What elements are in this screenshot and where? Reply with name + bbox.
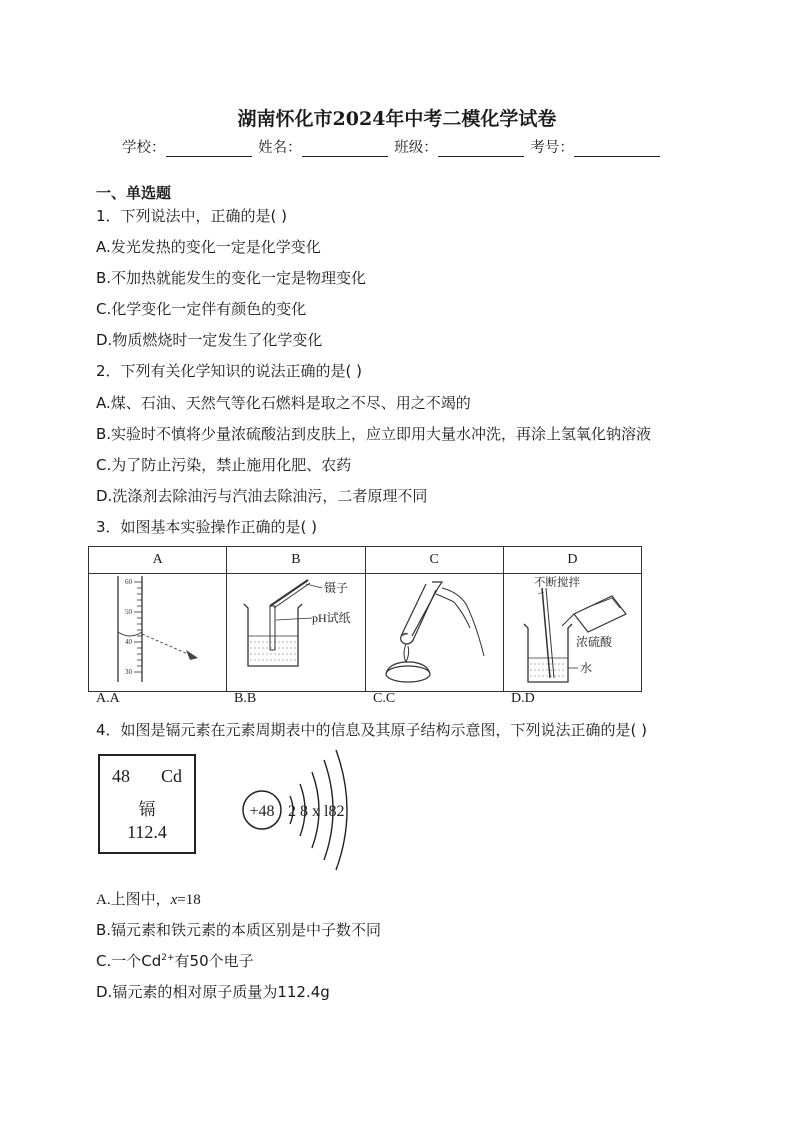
question-1-option-d: D.物质燃烧时一定发生了化学变化: [96, 331, 323, 349]
dilution-figure: [503, 574, 641, 692]
element-symbol: Cd: [160, 766, 182, 786]
atom-structure-diagram: [238, 746, 378, 874]
option-c-prefix: C.一个Cd: [96, 952, 162, 970]
atomic-number: 48: [112, 766, 130, 786]
section-heading: 一、单选题: [96, 184, 172, 202]
page-title: 湖南怀化市2024年中考二模化学试卷: [237, 108, 557, 130]
tweezers-label: 镊子: [323, 581, 348, 595]
option-a-variable: x: [170, 892, 178, 908]
option-c-suffix: 有50个电子: [174, 952, 254, 970]
tick-40: 40: [124, 638, 132, 646]
question-1-option-a: A.发光发热的变化一定是化学变化: [96, 238, 321, 256]
question-4-option-c: [96, 950, 254, 971]
nucleus-charge: +48: [249, 803, 275, 820]
element-cell: [98, 754, 196, 854]
question-3-option-c: C.C: [373, 691, 396, 706]
number-blank: [574, 142, 660, 157]
header-a: A: [89, 547, 227, 574]
question-4-stem: 4．如图是镉元素在元素周期表中的信息及其原子结构示意图，下列说法正确的是( ): [96, 721, 648, 739]
option-a-suffix: =18: [177, 892, 201, 908]
question-3-option-a: A.A: [96, 691, 120, 706]
header-d: D: [503, 547, 641, 574]
heating-tube-figure: [365, 574, 503, 692]
question-2-option-a: A.煤、石油、天然气等化石燃料是取之不尽、用之不竭的: [96, 394, 471, 412]
question-1-option-b: B.不加热就能发生的变化一定是物理变化: [96, 269, 367, 287]
header-b: B: [227, 547, 365, 574]
class-label: 班级：: [394, 140, 438, 156]
alcohol-lamp-icon: [366, 574, 502, 686]
tick-50: 50: [124, 608, 132, 616]
tick-60: 60: [124, 578, 132, 586]
school-blank: [166, 142, 252, 157]
question-1-stem: 1．下列说法中，正确的是( ): [96, 207, 288, 225]
option-c-charge: 2+: [161, 953, 175, 963]
dilution-beaker-icon: [504, 574, 640, 686]
water-label: 水: [580, 661, 593, 675]
header-c: C: [365, 547, 503, 574]
question-3-option-b: B.B: [234, 691, 257, 706]
element-name: 镉: [138, 800, 156, 820]
electron-shells: 2 8 x l82: [288, 803, 345, 820]
stir-label: 不断搅拌: [534, 577, 581, 589]
graduated-cylinder-icon: [90, 574, 226, 686]
question-2-stem: 2．下列有关化学知识的说法正确的是( ): [96, 362, 363, 380]
question-4-option-a: [96, 888, 201, 909]
school-label: 学校：: [122, 140, 166, 156]
cylinder-reading-figure: [89, 574, 227, 692]
class-blank: [438, 142, 524, 157]
question-3-option-d: D.D: [511, 691, 535, 706]
experiment-figure-table: [88, 546, 642, 692]
question-4-option-d: D.镉元素的相对原子质量为112.4g: [96, 983, 330, 1001]
name-label: 姓名：: [258, 140, 302, 156]
atomic-mass: 112.4: [127, 822, 167, 842]
ph-test-figure: [227, 574, 365, 692]
acid-label: 浓硫酸: [576, 635, 613, 649]
question-2-option-d: D.洗涤剂去除油污与汽油去除油污，二者原理不同: [96, 487, 428, 505]
question-2-option-c: C.为了防止污染，禁止施用化肥、农药: [96, 456, 352, 474]
ph-paper-label: pH试纸: [311, 611, 351, 625]
option-a-prefix: A.上图中，: [96, 892, 171, 908]
tick-30: 30: [124, 668, 132, 676]
beaker-ph-icon: [228, 574, 364, 686]
student-info-row: [122, 136, 662, 157]
name-blank: [302, 142, 388, 157]
question-4-option-b: B.镉元素和铁元素的本质区别是中子数不同: [96, 921, 382, 939]
question-3-stem: 3．如图基本实验操作正确的是( ): [96, 518, 318, 536]
number-label: 考号：: [530, 140, 574, 156]
question-2-option-b: B.实验时不慎将少量浓硫酸沾到皮肤上，应立即用大量水冲洗，再涂上氢氧化钠溶液: [96, 425, 652, 443]
question-1-option-c: C.化学变化一定伴有颜色的变化: [96, 300, 307, 318]
